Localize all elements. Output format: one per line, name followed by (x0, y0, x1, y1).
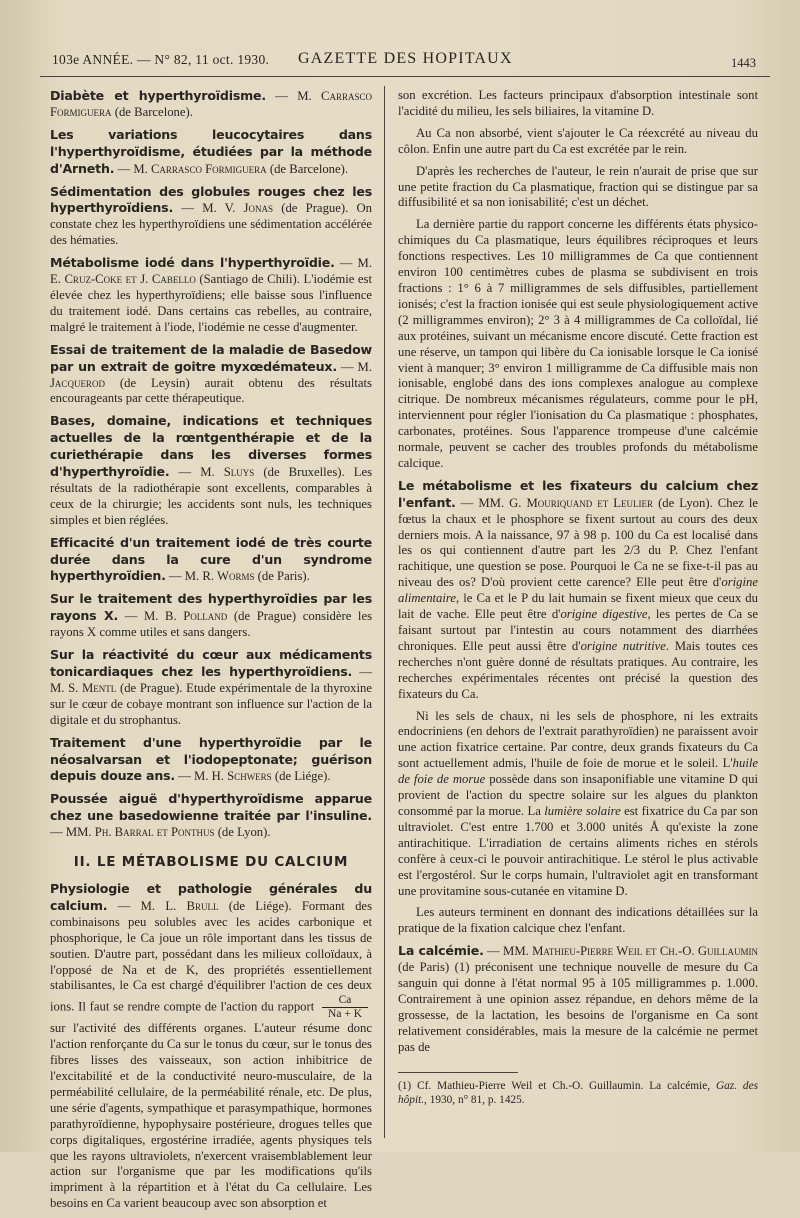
entry-title: Les variations leucocytaires dans l'hyperthyroïdisme, étudiées par la méthode d'Arneth. (50, 126, 372, 176)
entry-body: , les pertes de Ca se faisant surtout par l'intestin au cours notamment des diarrhées chroniques. Elle peut aussi être d' (398, 607, 758, 653)
emphasis: lumière solaire (544, 803, 621, 818)
entry-title: Bases, domaine, indications et techniques actuelles de la rœntgenthérapie et de la curiethérapie dans les diverses formes d'hyperthyroïdie. (50, 413, 372, 480)
journal-title: GAZETTE DES HOPITAUX (298, 50, 513, 67)
entry-title: Sédimentation des globules rouges chez les hyperthyroïdiens. (50, 183, 372, 216)
header-rule (40, 76, 770, 77)
entry-body: . Mais toutes ces recherches n'ont guère donné de résultats pratiques. Au contraire, les recherches expérimentales récentes ont précisé la question des fixateurs du Ca. (398, 638, 758, 701)
entry-body: (de Paris). (257, 569, 310, 584)
article-entry (398, 478, 758, 703)
article-entry (50, 647, 372, 729)
entry-author: — M. L. Brull (117, 898, 219, 913)
entry-body: (Santiago de Chili). L'iodémie est élevée chez les hyperthyroïdiens; elle baisse sous l'influence du traitement iodé. Dans certains cas rebelles, au contraire, malgré le traitement à l'iode, l'iodémie ne cesse d'augmenter. (50, 272, 372, 334)
article-entry (50, 88, 372, 121)
entry-title: Efficacité d'un traitement iodé de très courte durée dans la cure d'un syndrome hyperthyroïdien. (50, 534, 372, 584)
text-run: Ni les sels de chaux, ni les sels de phosphore, ni les extraits endocriniens (en dehors de l'extrait parathyroïdien) ne paraissent avoir une action fixatrice certaine. Par contre, deux grands fixateurs du Ca sont actuellement admis, l'huile de foie de morue et le soleil. L' (398, 708, 758, 771)
article-entry (50, 591, 372, 641)
text-run: possède dans son insaponifiable une vitamine D qui provient de l'action du spectre solaire sur les algues du plankton consommé par la morue. La (398, 772, 758, 818)
entry-author: — M. Carrasco Formiguera (117, 161, 267, 176)
entry-body: (de Prague). Etude expérimentale de la thyroxine sur le cœur de cobaye montrant son influence sur l'action de la digitale et du strophantus. (50, 680, 372, 727)
article-entry (50, 791, 372, 841)
entry-author: — M. H. Schwers (178, 769, 272, 784)
entry-body: (de Liége). Formant des combinaisons peu solubles avec les acides carbonique et phosphorique, le Ca joue un rôle important dans les tissus de soutien. D'autre part, possédant dans les milieux colloïdaux, à l'opposé de Na et de K, des propriétés essentiellement stabilisantes, le Ca est chargé d'équilibrer l'action de ces deux ions. Il faut se rendre compte de l'action du rapport (50, 898, 373, 1014)
entry-author: — M. S. Mentl (50, 665, 372, 695)
emphasis: origine alimentaire (398, 575, 758, 606)
footnote-rule (398, 1072, 518, 1073)
fraction-numerator: Ca (322, 994, 368, 1008)
entry-title: Diabète et hyperthyroïdisme. (50, 88, 266, 103)
article-entry (50, 413, 372, 528)
entry-author: — M. R. Worms (168, 569, 255, 584)
entry-author: — M. Jacquerod (50, 359, 373, 390)
emphasis: origine nutritive (580, 638, 666, 653)
emphasis: origine digestive (560, 607, 648, 622)
entry-title: Le métabolisme et les fixateurs du calcium chez l'enfant. (398, 477, 758, 510)
entry-author: — M. B. Polland (124, 609, 228, 624)
entry-title: La calcémie. (398, 943, 484, 959)
article-entry (50, 535, 372, 586)
entry-body: (de Liége). (274, 769, 331, 784)
page-number: 1443 (731, 56, 756, 70)
section-heading: II. LE MÉTABOLISME DU CALCIUM (73, 854, 349, 871)
entry-body: (de Lyon). Chez le fœtus la chaux et le phosphore se fixent surtout au cours des deux derniers mois. A la naissance, 97 à 98 p. 100 du Ca est localisé dans les os qui contiennent d'autre part les 2/3 du P. Chez l'enfant rachitique, une question se pose. Pourquoi le Ca ne se fixe-t-il pas au niveau des os? D'où provient cette carence? Elle peut être d' (398, 495, 759, 590)
entry-body: (de Prague) considère les rayons X comme utiles et sans dangers. (50, 609, 373, 640)
article-entry (50, 342, 372, 408)
emphasis: huile de foie de morue (398, 756, 758, 787)
entry-author: — MM. Mathieu-Pierre Weil et Ch.-O. Guillaumin (487, 944, 759, 959)
text-run: est fixatrice du Ca par son ultraviolet. C'est entre 1.700 et 3.000 unités Å qu'existe la zone antirachitique. L'irradiation de certains aliments riches en stérols confère à ceux-ci le pouvoir antirachitique. Le stérol le plus activable est l'ergostérol. Sur le corps humain, l'ultraviolet agit en transformant une provitamine sous-cutanée en vitamine D. (398, 803, 759, 898)
ratio-fraction (322, 994, 368, 1021)
entry-body: (de Paris) (1) préconisent une technique nouvelle de mesure du Ca sanguin qui donne à l'état normal 95 à 105 milligrammes p. 1.000. Contrairement à une opinion assez répandue, en dehors même de la grossesse, de la lactation, les besoins de l'organisme en Ca sont relativement considérables, mais la mesure de la calcémie ne permet pas de (398, 960, 758, 1054)
paragraph: D'après les recherches de l'auteur, le rein n'aurait de prise que sur une petite fraction du Ca plasmatique, fraction qui se distingue par sa diffusibilité et sa non ionisabilité; c'est un déchet. (398, 163, 758, 210)
text-run: (1) Cf. Mathieu-Pierre Weil et Ch.-O. Guillaumin. La calcémie, (398, 1079, 716, 1092)
article-entry (50, 127, 372, 178)
entry-author: — M. Carrasco Formiguera (50, 89, 372, 119)
entry-body: (de Prague). On constate chez les hyperthyroïdiens une sédimentation accélérée des hématies. (50, 201, 373, 248)
article-entry (50, 184, 372, 250)
entry-body: (de Barcelone). (269, 161, 349, 176)
entry-title: Sur le traitement des hyperthyroïdies par les rayons X. (50, 591, 372, 624)
entry-author: — MM. Ph. Barral et Ponthus (50, 825, 215, 840)
article-entry (50, 735, 372, 786)
entry-body: (de Bruxelles). Les résultats de la radiothérapie sont excellents, comparables à ceux de la chirurgie; les accidents sont nuls, les techniques simples et bien réglées. (50, 465, 373, 527)
right-column (398, 88, 758, 1107)
article-entry (398, 943, 758, 1055)
entry-body: (de Leysin) aurait obtenu des résultats encourageants par cette thérapeutique. (50, 375, 372, 406)
emphasis: Gaz. des hôpit. (398, 1079, 758, 1106)
entry-title: Poussée aiguë d'hyperthyroïdisme apparue chez une basedowienne traitée par l'insuline. (50, 791, 372, 824)
column-divider (384, 86, 385, 1138)
entry-body: (de Barcelone). (114, 104, 193, 119)
entry-author: — M. V. Jonas (181, 201, 273, 216)
issue-info: 103e ANNÉE. — N° 82, 11 oct. 1930. (52, 52, 270, 67)
entry-title: Physiologie et pathologie générales du calcium. (50, 880, 372, 913)
paragraph: La dernière partie du rapport concerne les différents états physico-chimiques du Ca plasmatique, leurs équilibres réciproques et leurs fonctions respectives. Les 10 milligrammes de Ca que contiennent environ 100 centimètres cubes de plasma se subdivisent en trois fractions : 1° 6 à 7 milligrammes de sels diffusibles, partiellement ionisés; c'est la fraction ionisée qui est seule physiologiquement active (2 milligrammes environ); 2° 3 à 4 milligrammes de Ca colloïdal, lié aux protéines, suivant un mécanisme encore discuté. Cette fraction est une réserve, un tampon qui libère du Ca ionisable lorsque le Ca ionisé vient à manquer; 3° environ 1 milligramme de Ca diffusible mais non ionisable, englobé dans des ions complexes analogue au complexe citrique. De nombreux mécanismes régulateurs, comme pour le pH, interviennent pour régler l'ionisation du Ca plasmatique : phosphates, carbonates, protéines. Sous l'apparence trompeuse d'une calcémie normale, peuvent se cacher des troubles profonds du métabolisme calcique. (398, 217, 758, 470)
entry-body: , le Ca et le P du lait humain se fixent mieux que ceux du lait de vache. Elle peut être d' (398, 591, 758, 622)
entry-title: Sur la réactivité du cœur aux médicaments tonicardiaques chez les hyperthyroïdiens. (50, 647, 372, 679)
page-header (40, 46, 760, 72)
paragraph: son excrétion. Les facteurs principaux d'absorption intestinale sont l'acidité du milieu, les sels biliaires, la vitamine D. (398, 88, 758, 118)
entry-title: Traitement d'une hyperthyroïdie par le néosalvarsan et l'iodopeptonate; guérison depuis douze ans. (50, 734, 372, 784)
entry-author: — MM. G. Mouriquand et Leulier (460, 495, 654, 510)
footnote (398, 1079, 758, 1107)
left-column (50, 88, 372, 1218)
entry-title: Métabolisme iodé dans l'hyperthyroïdie. (50, 255, 335, 271)
article-entry (50, 881, 372, 1212)
fraction-denominator: Na + K (328, 1008, 362, 1021)
entry-title: Essai de traitement de la maladie de Basedow par un extrait de goitre myxœdémateux. (50, 341, 372, 374)
article-entry (50, 255, 372, 336)
entry-author: — M. Sluys (178, 465, 255, 480)
entry-body: (de Lyon). (217, 825, 271, 840)
entry-author: — M. E. Cruz-Coke et J. Cabello (50, 256, 372, 287)
paragraph: Les auteurs terminent en donnant des indications détaillées sur la pratique de la fixation calcique chez l'enfant. (398, 905, 758, 936)
paragraph (398, 709, 758, 900)
text-run: , 1930, n° 81, p. 1425. (424, 1093, 525, 1106)
paragraph: Au Ca non absorbé, vient s'ajouter le Ca réexcrété au niveau du côlon. Enfin une autre part du Ca est excrétée par le rein. (398, 125, 758, 156)
entry-body: sur l'activité des différents organes. L'auteur résume donc l'action renforçante du Ca sur le tonus du cœur, sur le tonus des fibres lisses des vaisseaux, son action inhibitrice de l'excitabilité et de la conductivité neuro-musculaire, de la perméabilité cellulaire, de la perméabilité rénale, etc. De plus, une série d'agents, sympathique et parasympathique, hormones parathyroïdienne, hypophysaire postérieure, drogues telles que corps digitaliques, ergostérine irradiée, agents physiques tels que les rayons ultraviolets, n'exercent vraisemblablement leur action sur l'organisme que par les modifications qu'ils impriment à la répartition et à l'état du Ca cellulaire. Les besoins en Ca varient beaucoup avec son absorption et (50, 1021, 372, 1211)
